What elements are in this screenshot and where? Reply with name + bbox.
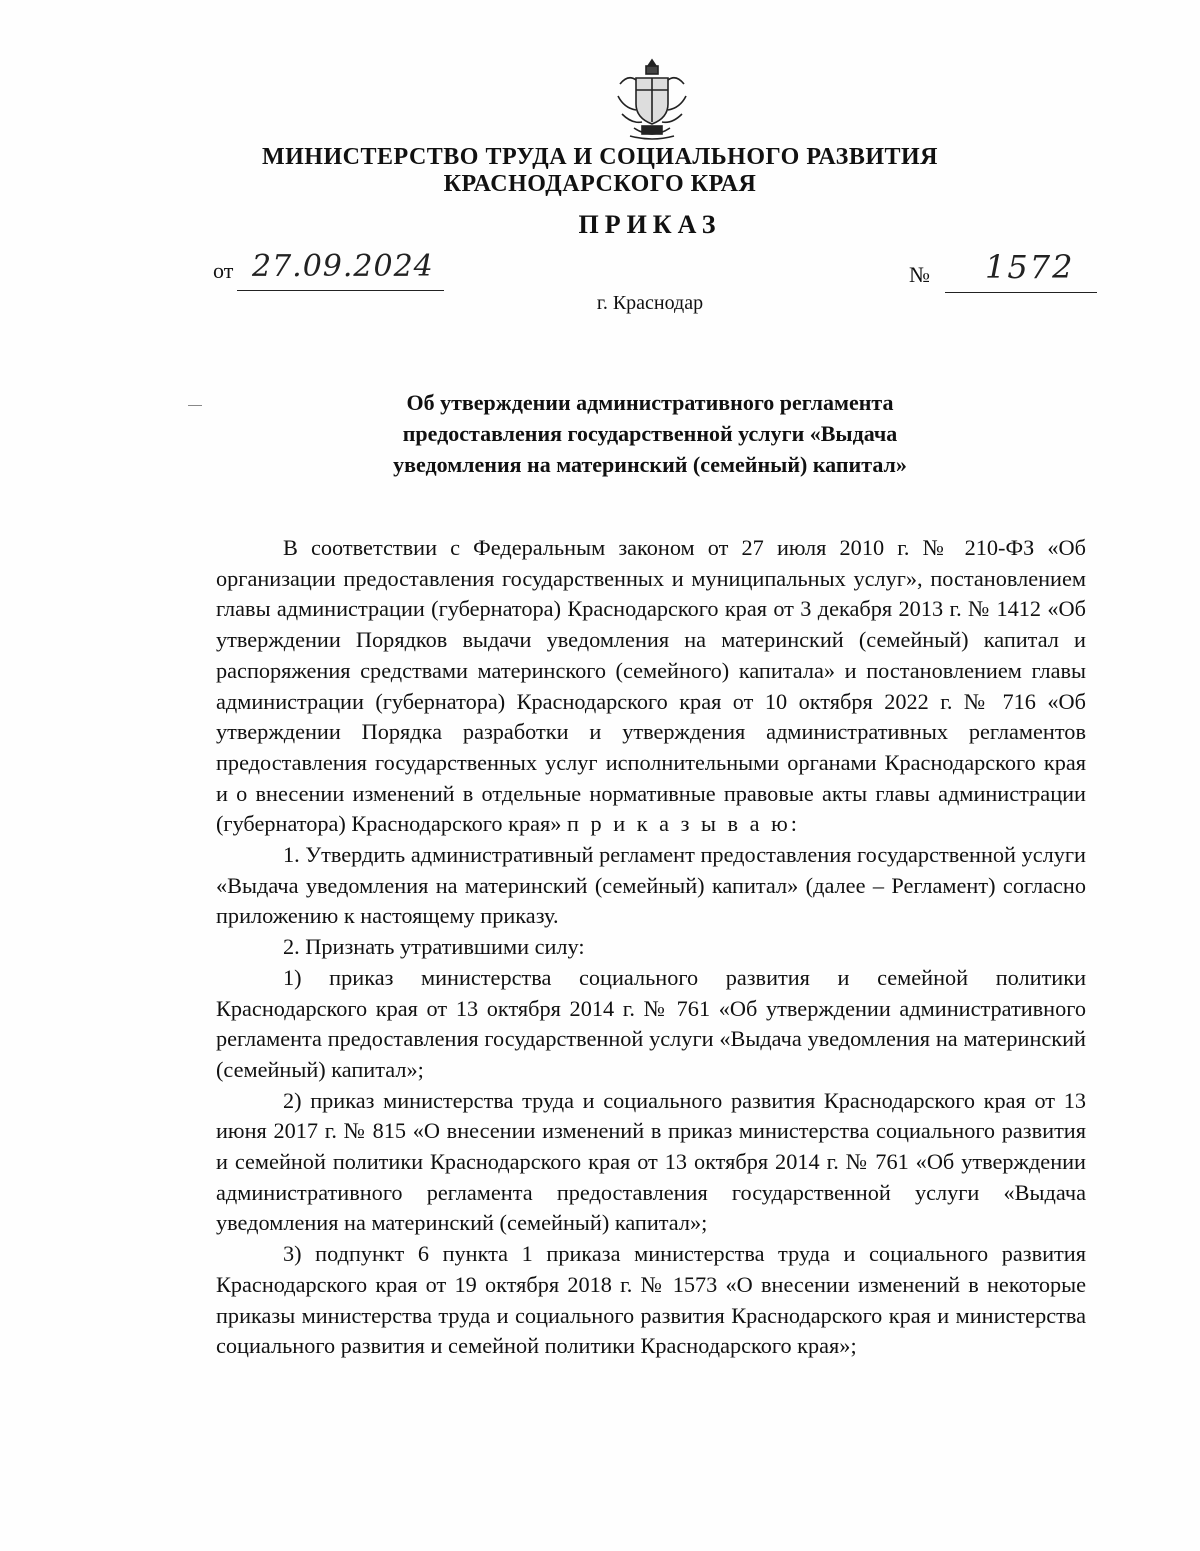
- order-word: п р и к а з ы в а ю:: [566, 811, 800, 837]
- ministry-name-line2: КРАСНОДАРСКОГО КРАЯ: [443, 171, 757, 197]
- subject-line: предоставления государственной услуги «Выдача: [402, 421, 898, 446]
- body-paragraph: 1) приказ министерства социального развития и семейной политики Краснодарского края от 13 октября 2014 г. № 761 «Об утверждении административного регламента предоставления государственной услуги «Выдача уведомления на материнский (семейный) капитал»;: [216, 964, 1086, 1082]
- handwritten-date: 27.09.2024: [252, 249, 434, 284]
- handwritten-number: 1572: [985, 248, 1075, 286]
- body-paragraph: 2) приказ министерства труда и социального развития Краснодарского края от 13 июня 2017 г. № 815 «О внесении изменений в приказ министерства социального развития и семейной политики Краснодарского края от 13 октября 2014 г. № 761 «Об утверждении административного регламента предоставления государственной услуги «Выдача уведомления на материнский (семейный) капитал»;: [216, 1087, 1086, 1236]
- body-paragraph: [216, 533, 1086, 840]
- document-subject: [300, 387, 1000, 480]
- preamble-text: В соответствии с Федеральным законом от 27 июля 2010 г. № 210-ФЗ «Об организации предоставления государственных и муниципальных услуг», постановлением главы администрации (губернатора) Краснодарского края от 3 декабря 2013 г. № 1412 «Об утверждении Порядков выдачи уведомления на материнский (семейный) капитал и распоряжения средствами материнского (семейного) капитала» и постановлением главы администрации (губернатора) Краснодарского края от 10 октября 2022 г. № 716 «Об утверждении Порядка разработки и утверждения административных регламентов предоставления государственных услуг исполнительными органами Краснодарского края и о внесении изменений в отдельные нормативные правовые акты главы администрации (губернатора) Краснодарского края»: [216, 535, 1086, 837]
- krasnodar-krai-coat-of-arms-icon: [612, 56, 692, 142]
- date-underline: [237, 290, 444, 291]
- subject-line: Об утверждении административного регламента: [406, 390, 894, 415]
- city-name: г. Краснодар: [596, 292, 704, 314]
- number-label: №: [909, 262, 930, 287]
- body-paragraph: 3) подпункт 6 пункта 1 приказа министерства труда и социального развития Краснодарского края от 19 октября 2018 г. № 1573 «О внесении изменений в некоторые приказы министерства труда и социального развития Краснодарского края и министерства социального развития и семейной политики Краснодарского края»;: [216, 1241, 1086, 1359]
- document-type-title: ПРИКАЗ: [578, 210, 722, 239]
- date-prefix: от: [213, 258, 234, 283]
- document-body: [216, 533, 1086, 1362]
- number-underline: [945, 292, 1097, 293]
- margin-mark: [188, 405, 202, 406]
- subject-line: уведомления на материнский (семейный) капитал»: [393, 452, 907, 477]
- body-paragraph: 1. Утвердить административный регламент предоставления государственной услуги «Выдача уведомления на материнский (семейный) капитал» (далее – Регламент) согласно приложению к настоящему приказу.: [216, 842, 1086, 929]
- ministry-name-line1: МИНИСТЕРСТВО ТРУДА И СОЦИАЛЬНОГО РАЗВИТИЯ: [261, 144, 938, 170]
- body-paragraph: 2. Признать утратившими силу:: [283, 934, 585, 960]
